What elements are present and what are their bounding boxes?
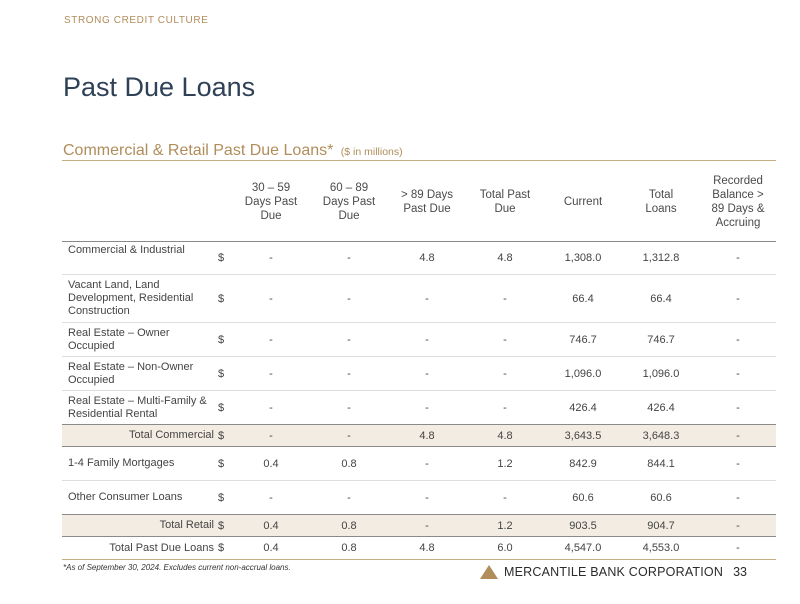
row-label: Real Estate – Non-Owner Occupied	[68, 360, 194, 386]
table-row	[62, 275, 776, 323]
cell-total-past-due: -	[503, 333, 507, 346]
header-currency	[218, 163, 232, 242]
brand-footer	[480, 565, 747, 579]
cell-60-89: 0.8	[341, 457, 357, 470]
cell-total-past-due: 4.8	[497, 252, 513, 264]
cell-total-past-due: -	[503, 491, 507, 504]
row-label: Total Past Due Loans	[109, 541, 214, 554]
cell-30-59: -	[269, 401, 273, 414]
table-header-row	[62, 163, 776, 242]
subtitle-rule	[62, 160, 776, 161]
cell-60-89: 0.8	[341, 519, 357, 532]
footnote: *As of September 30, 2024. Excludes current non-accrual loans.	[63, 563, 291, 572]
table-row	[62, 481, 776, 515]
cell-current: 1,308.0	[564, 252, 602, 264]
cell-over-89: 4.8	[419, 542, 435, 554]
row-label: Other Consumer Loans	[68, 491, 183, 503]
row-currency: $	[218, 491, 225, 504]
row-label: Vacant Land, Land Development, Residential Construction	[68, 279, 194, 317]
header-current: Current	[563, 196, 603, 208]
table-row	[62, 447, 776, 481]
subtitle-units: ($ in millions)	[340, 146, 403, 158]
cell-30-59: -	[269, 429, 273, 442]
cell-total-loans: 3,648.3	[642, 429, 680, 442]
row-label: Real Estate – Multi-Family & Residential Rental	[68, 394, 207, 420]
cell-over-89: -	[425, 401, 429, 414]
cell-60-89: 0.8	[341, 542, 357, 554]
cell-60-89: -	[347, 252, 351, 264]
cell-current: 426.4	[569, 401, 597, 414]
cell-60-89: -	[347, 491, 351, 504]
cell-total-loans: 66.4	[650, 292, 672, 305]
cell-60-89: -	[347, 333, 351, 346]
row-currency: $	[218, 292, 225, 305]
triangle-logo-icon	[480, 565, 498, 579]
cell-30-59: -	[269, 491, 273, 504]
row-label: Real Estate – Owner Occupied	[68, 326, 170, 352]
cell-30-59: 0.4	[263, 519, 279, 532]
header-total-loans: Total Loans	[645, 189, 677, 215]
cell-30-59: 0.4	[263, 457, 279, 470]
header-over-89: > 89 Days Past Due	[400, 189, 454, 215]
table-row	[62, 357, 776, 391]
page-title: Past Due Loans	[63, 72, 256, 102]
cell-total-loans: 844.1	[647, 457, 675, 470]
cell-total-past-due: -	[503, 292, 507, 305]
row-label: Total Retail	[159, 519, 214, 531]
cell-current: 746.7	[569, 333, 597, 346]
cell-current: 842.9	[569, 457, 597, 470]
table-row	[62, 242, 776, 275]
cell-total-past-due: -	[503, 401, 507, 414]
cell-current: 66.4	[572, 292, 594, 305]
row-currency: $	[218, 252, 225, 264]
cell-recorded: -	[736, 519, 740, 532]
header-60-89: 60 – 89 Days Past Due	[322, 182, 376, 222]
cell-30-59: 0.4	[263, 542, 279, 554]
row-currency: $	[218, 542, 225, 554]
total-past-due-row	[62, 537, 776, 560]
total-commercial-row	[62, 425, 776, 447]
cell-recorded: -	[736, 401, 740, 414]
cell-total-past-due: 1.2	[497, 519, 513, 532]
cell-over-89: -	[425, 292, 429, 305]
cell-60-89: -	[347, 401, 351, 414]
page-number: 33	[733, 565, 747, 579]
cell-recorded: -	[736, 367, 740, 380]
cell-total-loans: 1,312.8	[642, 252, 680, 264]
header-recorded-balance: Recorded Balance > 89 Days & Accruing	[711, 175, 765, 229]
cell-total-loans: 1,096.0	[642, 367, 680, 380]
cell-over-89: 4.8	[419, 429, 435, 442]
row-currency: $	[218, 519, 225, 532]
cell-60-89: -	[347, 429, 351, 442]
row-label: 1-4 Family Mortgages	[68, 457, 175, 469]
table-subtitle	[63, 142, 403, 160]
row-currency: $	[218, 333, 225, 346]
cell-30-59: -	[269, 333, 273, 346]
cell-30-59: -	[269, 367, 273, 380]
table-row	[62, 391, 776, 425]
subtitle-text: Commercial & Retail Past Due Loans*	[63, 142, 334, 159]
cell-recorded: -	[736, 292, 740, 305]
cell-current: 1,096.0	[564, 367, 602, 380]
cell-total-loans: 746.7	[647, 333, 675, 346]
cell-30-59: -	[269, 292, 273, 305]
cell-over-89: 4.8	[419, 252, 435, 264]
cell-recorded: -	[736, 429, 740, 442]
brand-name: MERCANTILE BANK CORPORATION	[504, 565, 724, 579]
cell-over-89: -	[425, 457, 429, 470]
row-currency: $	[218, 367, 225, 380]
cell-current: 4,547.0	[564, 542, 602, 554]
cell-over-89: -	[425, 333, 429, 346]
header-30-59: 30 – 59 Days Past Due	[244, 182, 298, 222]
cell-over-89: -	[425, 491, 429, 504]
cell-total-loans: 4,553.0	[642, 542, 680, 554]
past-due-table	[62, 163, 776, 560]
header-total-past-due: Total Past Due	[479, 189, 531, 215]
cell-60-89: -	[347, 292, 351, 305]
cell-total-past-due: 4.8	[497, 429, 513, 442]
cell-60-89: -	[347, 367, 351, 380]
cell-total-past-due: 6.0	[497, 542, 513, 554]
cell-recorded: -	[736, 252, 740, 264]
cell-recorded: -	[736, 333, 740, 346]
cell-total-loans: 904.7	[647, 519, 675, 532]
row-currency: $	[218, 429, 225, 442]
total-retail-row	[62, 515, 776, 537]
cell-current: 60.6	[572, 491, 594, 504]
cell-total-loans: 426.4	[647, 401, 675, 414]
row-label: Total Commercial	[129, 429, 214, 441]
header-label	[62, 163, 218, 242]
cell-total-past-due: -	[503, 367, 507, 380]
cell-30-59: -	[269, 252, 273, 264]
cell-recorded: -	[736, 491, 740, 504]
row-currency: $	[218, 401, 225, 414]
cell-recorded: -	[736, 542, 740, 554]
section-kicker: STRONG CREDIT CULTURE	[64, 15, 209, 26]
cell-total-loans: 60.6	[650, 491, 672, 504]
table-row	[62, 323, 776, 357]
cell-over-89: -	[425, 367, 429, 380]
row-label: Commercial & Industrial	[68, 244, 185, 256]
row-currency: $	[218, 457, 225, 470]
cell-total-past-due: 1.2	[497, 457, 513, 470]
cell-current: 3,643.5	[564, 429, 602, 442]
cell-recorded: -	[736, 457, 740, 470]
cell-over-89: -	[425, 519, 429, 532]
cell-current: 903.5	[569, 519, 597, 532]
